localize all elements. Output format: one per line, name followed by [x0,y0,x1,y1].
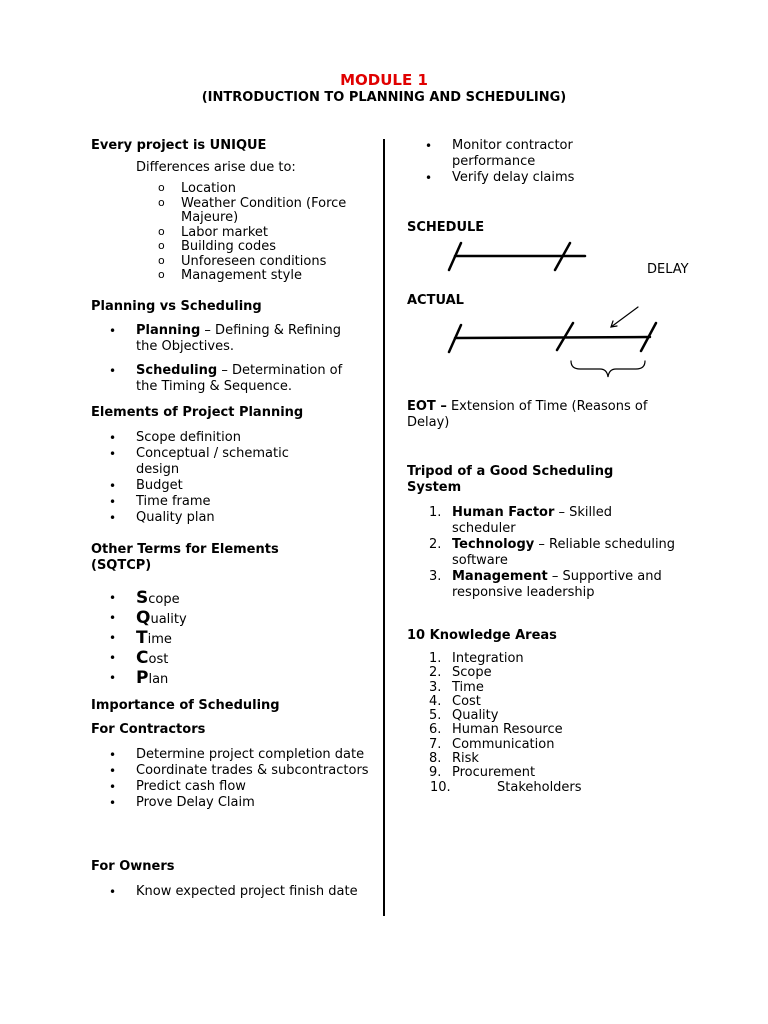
planning-vs-scheduling-heading: Planning vs Scheduling [91,299,262,314]
definition: – Determination of the Timing & Sequence. [136,363,343,394]
eot-term: EOT – [407,399,447,414]
term: Human Factor [452,505,555,520]
schedule-label: SCHEDULE [407,220,485,235]
initial-letter: P [136,668,149,688]
module-title: MODULE 1 [340,71,428,89]
initial-letter: Q [136,608,151,628]
initial-letter: T [136,628,148,648]
list-item: 5. Quality [429,708,499,724]
eot-desc: Extension of Time (Reasons of Delay) [407,399,648,430]
list-item: • Predict cash flow [136,779,371,795]
unique-heading: Every project is UNIQUE [91,138,267,153]
list-item: 2. Technology – Reliable scheduling software [429,537,676,568]
initial-letter: C [136,648,149,668]
list-item: • Budget [136,478,336,494]
list-item: • Quality [136,609,187,629]
for-owners-heading: For Owners [91,859,175,874]
list-item: • Cost [136,649,187,669]
tripod-heading: Tripod of a Good Scheduling System [407,464,614,495]
list-item: • Monitor contractor performance [452,138,652,170]
list-item: o Management style [181,269,361,284]
elements-heading: Elements of Project Planning [91,405,304,420]
list-item: • Time [136,629,187,649]
list-item: • Scope [136,589,187,609]
list-item: • Quality plan [136,510,336,526]
list-item: o Building codes [181,240,361,255]
definition: – Defining & Refining the Objectives. [136,323,341,354]
delay-arrow-head [611,321,617,327]
definition: – Supportive and responsive leadership [452,569,662,600]
list-item: • Determine project completion date [136,747,371,763]
list-item: o Labor market [181,226,361,241]
term: Technology [452,537,535,552]
for-contractors-heading: For Contractors [91,722,206,737]
list-item: 4. Cost [429,693,481,709]
initial-letter: S [136,588,149,608]
knowledge-areas-list [429,651,652,795]
list-item: • Prove Delay Claim [136,795,371,811]
term: Scheduling [136,363,218,378]
list-item: 8. Risk [429,751,479,767]
delay-arrow [611,307,638,327]
tripod-list [429,505,677,601]
other-terms-heading: Other Terms for Elements (SQTCP) [91,542,279,573]
list-item: o Unforeseen conditions [181,255,361,270]
list-item: • Know expected project finish date [136,884,371,900]
list-item: • Conceptual / schematic design [136,446,336,478]
list-item: 6. Human Resource [429,722,563,738]
list-item: 9. Procurement [429,765,536,781]
list-item: 1. Human Factor – Skilled scheduler [429,505,613,536]
list-item: 1. Integration [429,651,524,666]
list-item: o Weather Condition (Force Majeure) [181,197,361,226]
list-item: • Plan [136,669,187,689]
differences-intro: Differences arise due to: [136,160,296,175]
list-item: • Coordinate trades & subcontractors [136,763,371,779]
list-item: 7. Communication [429,736,555,752]
term: Planning [136,323,201,338]
definition: – Reliable scheduling software [452,537,676,568]
list-item: 3. Time [429,679,484,695]
list-item: 2. Scope [429,665,492,681]
list-item: • Verify delay claims [452,170,652,186]
list-item: • Scope definition [136,430,336,446]
definition: – Skilled scheduler [452,505,613,536]
delay-brace [571,361,645,377]
delay-label: DELAY [647,262,689,277]
actual-label: ACTUAL [407,293,464,308]
list-item: 3. Management – Supportive and responsive leadership [429,569,662,600]
module-subtitle: (INTRODUCTION TO PLANNING AND SCHEDULING) [201,90,567,105]
list-item: 10. Stakeholders [430,779,582,795]
knowledge-areas-heading: 10 Knowledge Areas [407,628,557,643]
term: Management [452,569,548,584]
list-item: • Time frame [136,494,336,510]
importance-heading: Importance of Scheduling [91,698,280,713]
actual-bar [455,337,650,338]
list-item: o Location [181,182,361,197]
eot-definition [407,399,687,431]
